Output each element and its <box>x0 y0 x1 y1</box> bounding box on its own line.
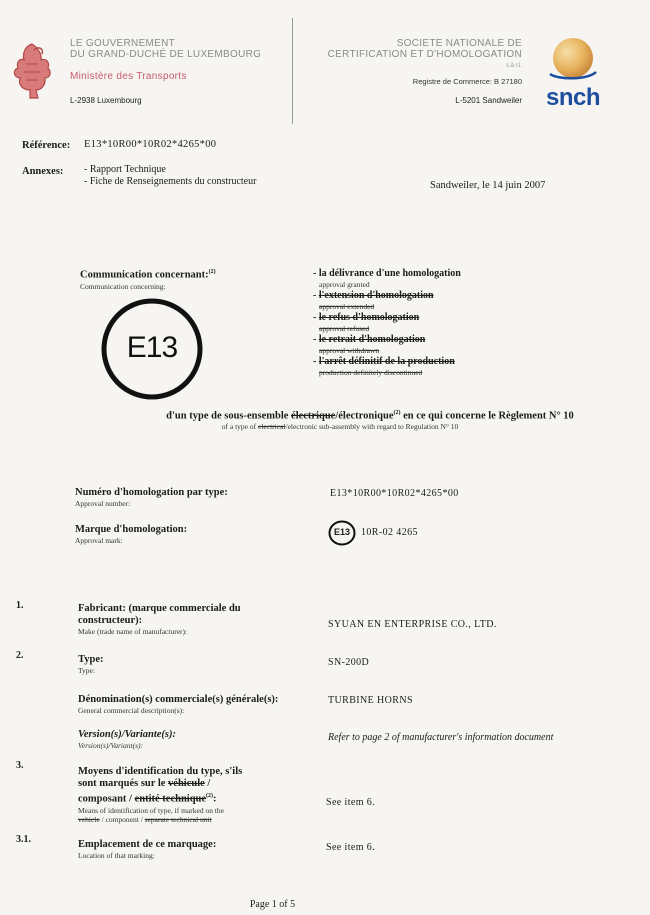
option-granted <box>313 268 573 289</box>
subject-fr-mid: /électronique <box>335 410 394 422</box>
option-prefix: - <box>313 334 319 345</box>
item-commercial-label <box>78 694 278 715</box>
identification-value: See item 6. <box>326 797 376 808</box>
approval-number-value: E13*10R00*10R02*4265*00 <box>330 488 459 499</box>
approval-number-label: Numéro d'homologation par type: <box>75 487 228 498</box>
approval-mark-symbol-text: E13 <box>333 527 350 537</box>
option-prefix: - <box>313 290 319 301</box>
option-prefix: - <box>313 356 319 367</box>
subject-fr-post: en ce qui concerne le Règlement N° 10 <box>400 410 574 422</box>
option-fr: l'arrêt définitif de la production <box>318 356 455 367</box>
reference-label: Référence: <box>22 140 71 151</box>
option-en: approval extended <box>319 302 375 311</box>
gov-line1: LE GOUVERNEMENT <box>70 38 176 49</box>
item-label-en: / component / <box>99 814 145 824</box>
item-label-en: Make (trade name of manufacturer): <box>78 627 188 636</box>
option-withdrawn <box>313 334 573 355</box>
item-label-en: Type: <box>78 666 95 675</box>
communication-options <box>313 268 573 377</box>
option-en: approval granted <box>319 280 370 289</box>
option-refused <box>313 312 573 333</box>
luxembourg-lion-logo <box>8 40 56 102</box>
item-label-line: Fabricant: (marque commerciale du <box>78 603 241 614</box>
document-date: Sandweiler, le 14 juin 2007 <box>430 180 546 191</box>
subject-en-post: /electronic sub-assembly with regard to Regulation N° 10 <box>285 421 459 431</box>
option-extended <box>313 290 573 311</box>
communication-label: Communication concernant: <box>80 269 209 281</box>
type-value: SN-200D <box>328 657 370 668</box>
item-label-en: Location of that marking: <box>78 851 155 860</box>
option-discontinued <box>313 356 573 377</box>
footnote-sup: (2) <box>393 410 401 416</box>
header-divider <box>292 18 293 124</box>
snch-address: L-5201 Sandweiler <box>455 96 522 105</box>
item-label-line: Type: <box>78 654 104 665</box>
item-number: 2. <box>16 650 24 661</box>
item-label-en: Version(s)/Variant(s): <box>78 741 143 750</box>
reference-value: E13*10R00*10R02*4265*00 <box>84 139 217 150</box>
item-number: 1. <box>16 600 24 611</box>
subject-en-struck: electrical <box>258 421 286 431</box>
item-identification-label <box>78 766 308 824</box>
item-location-label <box>78 839 216 860</box>
option-fr: l'extension d'homologation <box>318 290 434 301</box>
gov-address: L-2938 Luxembourg <box>70 96 142 105</box>
approval-number-label-block <box>75 487 228 508</box>
footnote-sup: (2) <box>206 793 214 799</box>
option-en: approval refused <box>319 324 370 333</box>
item-number: 3.1. <box>16 834 31 845</box>
item-label-line: Dénomination(s) commerciale(s) générale(s): <box>78 694 279 705</box>
ministry-name: Ministère des Transports <box>70 71 187 82</box>
version-value: Refer to page 2 of manufacturer's information document <box>328 732 554 743</box>
option-en: approval withdrawn <box>319 346 380 355</box>
approval-mark-label-en: Approval mark: <box>75 536 123 545</box>
page-number: Page 1 of 5 <box>249 899 296 910</box>
government-name <box>70 38 261 60</box>
item-version-label <box>78 729 176 750</box>
manufacturer-value: SYUAN EN ENTERPRISE CO., LTD. <box>328 619 497 630</box>
subject-fr-struck: électrique <box>291 410 336 422</box>
option-fr: la délivrance d'une homologation <box>318 268 461 279</box>
approval-mark-label: Marque d'homologation: <box>75 524 188 535</box>
item-label-line: Version(s)/Variante(s): <box>78 729 177 740</box>
annexes-label: Annexes: <box>22 166 64 177</box>
communication-heading <box>80 266 216 291</box>
option-fr: le retrait d'homologation <box>318 334 426 345</box>
option-prefix: - <box>313 268 319 279</box>
item-label-en: General commercial description(s): <box>78 706 185 715</box>
approval-mark-value: 10R-02 4265 <box>361 527 418 538</box>
communication-label-en: Communication concerning: <box>80 281 166 291</box>
subject-en-pre: of a type of <box>221 421 258 431</box>
option-en: production definitely discontinued <box>319 368 423 377</box>
item-label-line: constructeur): <box>78 615 143 626</box>
gov-line2: DU GRAND-DUCHÉ DE LUXEMBOURG <box>70 49 262 60</box>
item-label-line: Emplacement de ce marquage: <box>78 839 217 850</box>
e13-mark-text: E13 <box>126 331 178 364</box>
snch-line1: SOCIETE NATIONALE DE <box>396 38 522 49</box>
snch-logo <box>538 34 608 114</box>
e13-circle-mark <box>100 297 204 401</box>
approval-mark-symbol <box>328 520 356 546</box>
footnote-sup: (2) <box>208 269 216 275</box>
item-label-part: / <box>204 778 211 789</box>
subject-line <box>0 410 650 431</box>
approval-number-label-en: Approval number: <box>75 499 131 508</box>
item-label-line: Moyens d'identification du type, s'ils <box>78 766 243 777</box>
snch-legal-form: s.à r.l. <box>505 63 522 69</box>
item-manufacturer-label <box>78 603 298 636</box>
registry-number: Registre de Commerce: B 27180 <box>412 77 522 86</box>
item-type-label <box>78 654 103 675</box>
annex-item: - Rapport Technique <box>84 164 166 175</box>
item-label-struck: entité technique <box>134 793 207 805</box>
snch-logo-text: snch <box>545 84 600 111</box>
item-label-en-struck: vehicle <box>78 814 100 824</box>
item-label-struck: véhicule <box>168 778 205 789</box>
commercial-description-value: TURBINE HORNS <box>328 695 413 706</box>
item-label-part: sont marqués sur le <box>78 778 169 789</box>
option-fr: le refus d'homologation <box>318 312 420 323</box>
annex-item: - Fiche de Renseignements du constructeur <box>84 176 257 187</box>
item-number: 3. <box>16 760 24 771</box>
approval-mark-label-block <box>75 524 187 545</box>
item-label-part: composant / <box>78 793 135 805</box>
item-label-en: Means of identification of type, if marked on the <box>78 805 224 815</box>
snch-name <box>300 38 522 60</box>
item-label-en-struck: separate technical unit <box>144 814 212 824</box>
annexes-list <box>84 164 256 188</box>
location-value: See item 6. <box>326 842 376 853</box>
subject-fr-pre: d'un type de sous-ensemble <box>166 410 292 422</box>
snch-line2: CERTIFICATION ET D'HOMOLOGATION <box>327 49 522 60</box>
option-prefix: - <box>313 312 319 323</box>
item-label-part: : <box>213 793 217 805</box>
